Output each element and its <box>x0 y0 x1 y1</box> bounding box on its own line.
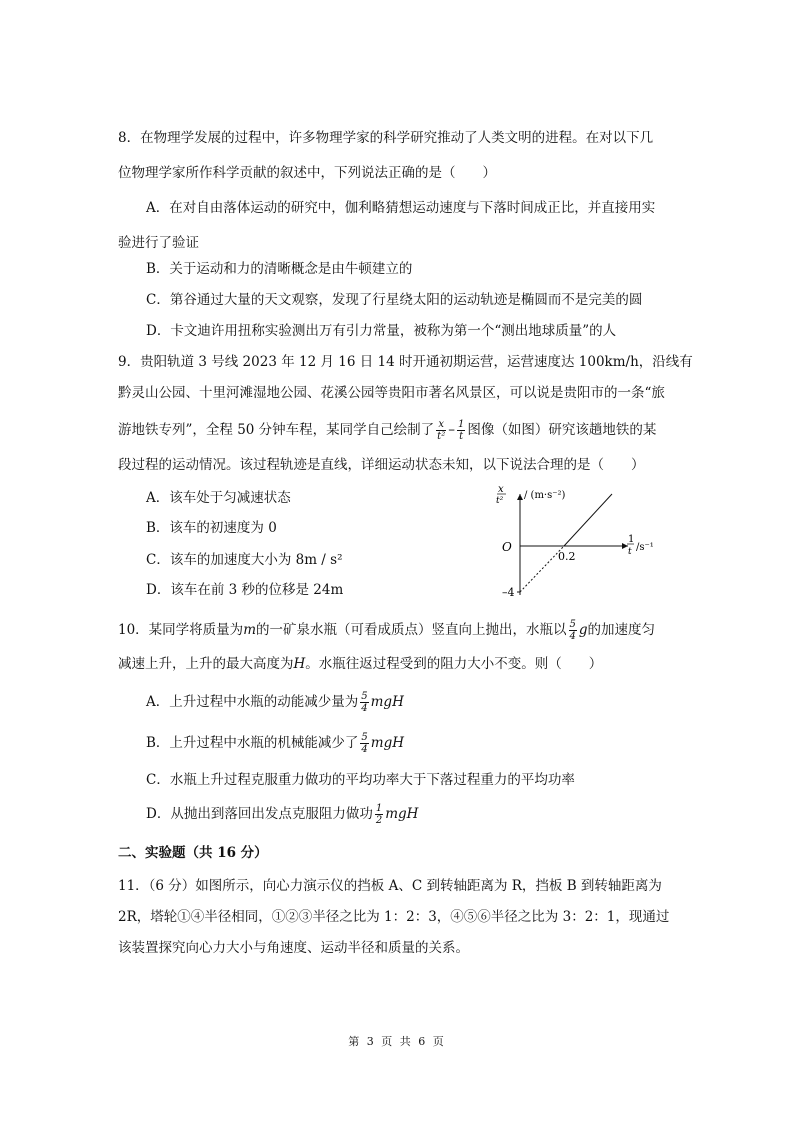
q10-option-c: C．水瓶上升过程克服重力做功的平均功率大于下落过程重力的平均功率 <box>146 772 575 788</box>
q10-option-d-num: 1 <box>375 803 383 814</box>
q11-stem-line-3: 该装置探究向心力大小与角速度、运动半径和质量的关系。 <box>118 940 469 956</box>
q9-stem-line-2: 黔灵山公园、十里河滩湿地公园、花溪公园等贵阳市著名风景区，可以说是贵阳市的一条“旅 <box>118 385 665 401</box>
graph-y-tick-label: –4 <box>502 586 515 599</box>
q9-option-b: B．该车的初速度为 0 <box>146 520 277 536</box>
q11-stem-line-2: 2R，塔轮①④半径相同，①②③半径之比为 1：2：3，④⑤⑥半径之比为 3：2：1，现通过 <box>118 909 670 925</box>
q10-option-d-den: 2 <box>375 815 383 826</box>
q8-option-d: D．卡文迪许用扭称实验测出万有引力常量，被称为第一个“测出地球质量”的人 <box>146 323 617 339</box>
q10-stem-line-2-end: 。水瓶往返过程受到的阻力大小不变。则（ ） <box>305 656 603 672</box>
q10-stem-line-2 <box>118 654 602 674</box>
q9-option-a: A．该车处于匀减速状态 <box>146 490 291 506</box>
q10-option-d-fraction <box>375 803 383 826</box>
graph-x-label-unit: /s⁻¹ <box>636 542 654 553</box>
q8-option-a-line-1: A．在对自由落体运动的研究中，伽利略猜想运动速度与下落时间成正比，并直接用实 <box>146 200 656 216</box>
q9-fraction-x-over-t2 <box>436 419 446 442</box>
q8-option-b: B．关于运动和力的清晰概念是由牛顿建立的 <box>146 261 413 277</box>
graph-solid-line <box>564 494 612 546</box>
q9-fraction-denominator: t² <box>437 431 446 442</box>
q10-option-a-num: 5 <box>361 691 368 702</box>
q10-stem-middle: 的一矿泉水瓶（可看成质点）竖直向上抛出，水瓶以 <box>256 622 567 638</box>
q9-stem-line-3-end: 图像（如图）研究该趟地铁的某 <box>467 422 657 438</box>
q10-stem-end: 的加速度匀 <box>587 622 656 638</box>
q10-option-a <box>146 691 404 714</box>
page-footer: 第 3 页 共 6 页 <box>348 1035 446 1048</box>
q10-option-a-expr: mgH <box>370 694 404 710</box>
q10-fraction-denominator: 4 <box>569 631 576 642</box>
q8-stem-line-1: 8．在物理学发展的过程中，许多物理学家的科学研究推动了人类文明的进程。在对以下几 <box>118 130 654 146</box>
q9-fraction-1-over-t <box>457 419 465 442</box>
q10-mass-symbol: m <box>243 622 256 638</box>
graph-y-label-den: t² <box>496 496 504 506</box>
q10-option-b-num: 5 <box>361 732 368 743</box>
q9-stem-line-4: 段过程的运动情况。该过程轨迹是直线，详细运动状态未知，以下说法合理的是（ ） <box>118 457 645 473</box>
q9-stem-line-1: 9．贵阳轨道 3 号线 2023 年 12 月 16 日 14 时开通初期运营，运营速度达 100km/h，沿线有 <box>118 354 693 370</box>
q9-fraction-numerator: x <box>436 419 446 431</box>
q8-option-a-line-2: 验进行了验证 <box>118 235 199 251</box>
q9-option-c: C．该车的加速度大小为 8m / s² <box>146 552 343 568</box>
q10-stem-line-1 <box>118 619 655 642</box>
q10-option-a-den: 4 <box>361 703 368 714</box>
q10-option-b-expr: mgH <box>370 735 405 751</box>
q9-stem-line-3-start: 游地铁专列”，全程 50 分钟车程，某同学自己绘制了 <box>118 422 435 438</box>
q8-option-c: C．第谷通过大量的天文观察，发现了行星绕太阳的运动轨迹是椭圆而不是完美的圆 <box>146 292 643 308</box>
section-2-title: 二、实验题（共 16 分） <box>118 845 268 861</box>
graph-origin-label: O <box>502 540 512 554</box>
q10-option-b-den: 4 <box>361 744 368 755</box>
graph-x-label-den: t <box>628 547 632 557</box>
q10-fraction-numerator: 5 <box>569 619 576 630</box>
q10-option-b-text: B．上升过程中水瓶的机械能减少了 <box>146 735 359 751</box>
q9-option-d: D．该车在前 3 秒的位移是 24m <box>146 582 344 598</box>
q10-option-a-text: A．上升过程中水瓶的动能减少量为 <box>146 694 359 710</box>
graph-y-label-num: x <box>498 484 504 495</box>
graph-x-label-num: 1 <box>628 534 635 545</box>
q9-stem-line-3 <box>118 419 656 442</box>
q10-option-b <box>146 732 404 755</box>
q9-dash: – <box>448 422 455 438</box>
q10-acceleration-fraction <box>569 619 577 642</box>
q11-stem-line-1: 11．（6 分）如图所示，向心力演示仪的挡板 A、C 到转轴距离为 R，挡板 B 到转轴距离为 <box>118 878 662 894</box>
graph-y-label-unit: / (m·s⁻²) <box>524 490 566 501</box>
q10-stem-start: 10．某同学将质量为 <box>118 622 244 638</box>
q10-option-a-fraction <box>360 691 368 714</box>
q10-option-b-fraction <box>360 732 368 755</box>
q9-fraction2-denominator: t <box>459 431 464 442</box>
graph-x-tick-label: 0.2 <box>558 550 576 563</box>
q8-stem-line-2: 位物理学家所作科学贡献的叙述中，下列说法正确的是（ ） <box>118 165 496 181</box>
q10-g-symbol: g <box>578 622 588 638</box>
q10-stem-line-2-start: 减速上升，上升的最大高度为 <box>118 656 294 672</box>
q9-fraction2-numerator: 1 <box>457 419 465 430</box>
q10-height-symbol: H <box>293 656 306 672</box>
q10-option-d-expr: mgH <box>385 806 419 822</box>
q10-option-d <box>146 803 418 826</box>
q10-option-d-text: D．从抛出到落回出发点克服阻力做功 <box>146 806 373 822</box>
q9-graph <box>488 484 664 600</box>
